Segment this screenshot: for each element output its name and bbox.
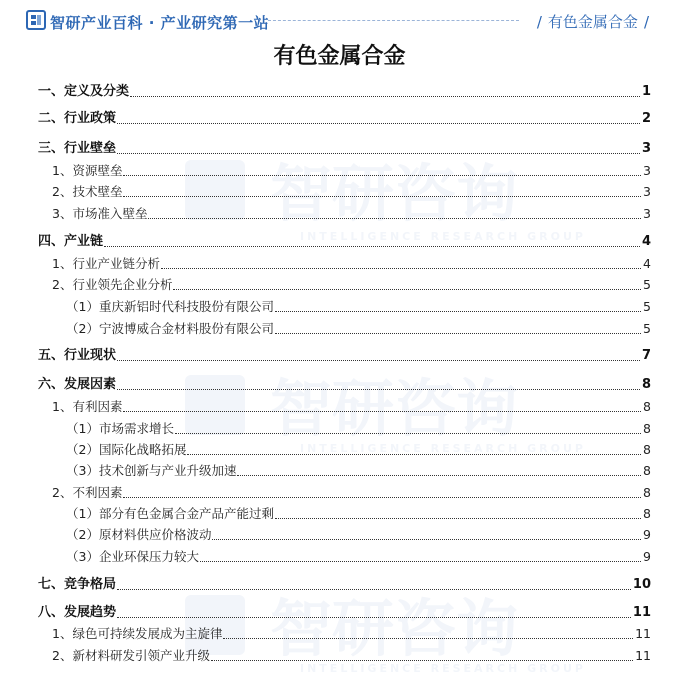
- toc-leader-dots: [123, 174, 641, 176]
- toc-page-number[interactable]: 1: [641, 84, 651, 99]
- toc-page-number[interactable]: 4: [641, 234, 651, 249]
- breadcrumb: [531, 11, 655, 32]
- toc-entry-title[interactable]: 3、市场准入壁垒: [52, 206, 148, 221]
- toc-entry[interactable]: [0, 181, 679, 201]
- toc-entry-title[interactable]: 1、绿色可持续发展成为主旋律: [52, 626, 223, 641]
- toc-entry-line: [66, 296, 651, 316]
- toc-entry-title[interactable]: （2）宁波博威合金材料股份有限公司: [66, 321, 274, 336]
- toc-leader-dots: [187, 453, 641, 455]
- toc-entry-line: [66, 418, 651, 438]
- toc-entry-title[interactable]: （2）国际化战略拓展: [66, 442, 187, 457]
- toc-entry-title[interactable]: （3）技术创新与产业升级加速: [66, 463, 237, 478]
- toc-leader-dots: [117, 388, 640, 390]
- toc-entry-line: [52, 645, 651, 665]
- toc-entry[interactable]: [0, 108, 679, 128]
- toc-leader-dots: [223, 637, 633, 639]
- toc-entry-line: [38, 574, 651, 594]
- toc-entry-title[interactable]: （2）原材料供应价格波动: [66, 527, 212, 542]
- brand-logo-icon: [26, 10, 46, 30]
- toc-leader-dots: [123, 410, 641, 412]
- toc-entry[interactable]: [0, 602, 679, 622]
- toc-entry[interactable]: [0, 460, 679, 480]
- toc-entry[interactable]: [0, 318, 679, 338]
- toc-entry-title[interactable]: 三、行业壁垒: [38, 141, 117, 156]
- toc-entry-line: [52, 623, 651, 643]
- toc-entry-line: [66, 318, 651, 338]
- toc-page-number[interactable]: 4: [643, 256, 651, 271]
- toc-leader-dots: [117, 616, 631, 618]
- toc-entry-line: [66, 546, 651, 566]
- toc-entry[interactable]: [0, 296, 679, 316]
- toc-entry-title[interactable]: 八、发展趋势: [38, 605, 117, 620]
- toc-leader-dots: [212, 538, 641, 540]
- toc-leader-dots: [104, 245, 640, 247]
- toc-page-number[interactable]: 8: [643, 506, 651, 521]
- toc-page-number[interactable]: 8: [643, 463, 651, 478]
- toc-page-number[interactable]: 10: [632, 577, 651, 592]
- toc-entry-line: [66, 503, 651, 523]
- toc-page-number[interactable]: 11: [632, 605, 651, 620]
- toc-entry-title[interactable]: 二、行业政策: [38, 111, 117, 126]
- toc-entry-title[interactable]: （1）市场需求增长: [66, 421, 174, 436]
- toc-entry-line: [66, 439, 651, 459]
- toc-entry[interactable]: [0, 645, 679, 665]
- toc-entry[interactable]: [0, 546, 679, 566]
- toc-leader-dots: [117, 122, 640, 124]
- toc-page-number[interactable]: 8: [643, 442, 651, 457]
- watermark-sub-3: INTELLIGENCE RESEARCH GROUP: [300, 662, 586, 675]
- toc-page-number[interactable]: 5: [643, 321, 651, 336]
- toc-page-number[interactable]: 8: [643, 399, 651, 414]
- toc-entry[interactable]: [0, 138, 679, 158]
- toc-entry-line: [38, 231, 651, 251]
- toc-entry-line: [52, 482, 651, 502]
- toc-entry[interactable]: [0, 160, 679, 180]
- toc-leader-dots: [275, 517, 641, 519]
- toc-entry[interactable]: [0, 345, 679, 365]
- toc-leader-dots: [173, 288, 641, 290]
- toc-leader-dots: [275, 310, 641, 312]
- breadcrumb-separator-end: /: [643, 13, 649, 31]
- toc-entry-line: [52, 274, 651, 294]
- toc-page-number[interactable]: 8: [643, 485, 651, 500]
- toc-entry-title[interactable]: 1、行业产业链分析: [52, 256, 160, 271]
- toc-entry-line: [52, 181, 651, 201]
- toc-entry-line: [38, 138, 651, 158]
- toc-page-number[interactable]: 5: [643, 277, 651, 292]
- toc-page-number[interactable]: 3: [641, 141, 651, 156]
- toc-leader-dots: [123, 195, 641, 197]
- toc-entry-title[interactable]: 2、不利因素: [52, 485, 123, 500]
- toc-page-number[interactable]: 5: [643, 299, 651, 314]
- toc-page-number[interactable]: 3: [643, 163, 651, 178]
- toc-entry[interactable]: [0, 623, 679, 643]
- watermark-text-1: 智研咨询: [270, 157, 519, 230]
- toc-entry-title[interactable]: 1、资源壁垒: [52, 163, 123, 178]
- toc-entry[interactable]: [0, 231, 679, 251]
- toc-page-number[interactable]: 9: [643, 549, 651, 564]
- toc-leader-dots: [237, 474, 641, 476]
- toc-entry-line: [38, 81, 651, 101]
- toc-leader-dots: [130, 95, 640, 97]
- toc-entry-line: [52, 160, 651, 180]
- toc-entry-title[interactable]: 1、有利因素: [52, 399, 123, 414]
- toc-entry[interactable]: [0, 482, 679, 502]
- breadcrumb-separator: /: [536, 13, 542, 31]
- toc-leader-dots: [117, 359, 640, 361]
- toc-entry-line: [66, 460, 651, 480]
- toc-entry-title[interactable]: 七、竞争格局: [38, 577, 117, 592]
- watermark-text-3: 智研咨询: [270, 592, 519, 665]
- watermark-sub-1: INTELLIGENCE RESEARCH GROUP: [300, 230, 586, 243]
- toc-leader-dots: [117, 152, 640, 154]
- toc-entry-title[interactable]: 六、发展因素: [38, 377, 117, 392]
- toc-entry-line: [52, 203, 651, 223]
- toc-leader-dots: [211, 659, 633, 661]
- page-header: [0, 0, 679, 42]
- breadcrumb-current[interactable]: 有色金属合金: [547, 13, 638, 31]
- toc-leader-dots: [175, 432, 641, 434]
- toc-entry-title[interactable]: 2、行业领先企业分析: [52, 277, 173, 292]
- toc-entry-title[interactable]: 2、技术壁垒: [52, 184, 123, 199]
- toc-page-number[interactable]: 2: [641, 111, 651, 126]
- toc-entry-line: [38, 374, 651, 394]
- toc-page-number[interactable]: 7: [641, 348, 651, 363]
- toc-entry[interactable]: [0, 396, 679, 416]
- toc-page-number[interactable]: 8: [641, 377, 651, 392]
- toc-entry[interactable]: [0, 418, 679, 438]
- toc-entry-title[interactable]: 一、定义及分类: [38, 84, 130, 99]
- toc-entry-title[interactable]: （3）企业环保压力较大: [66, 549, 199, 564]
- toc-entry[interactable]: [0, 203, 679, 223]
- toc-leader-dots: [117, 588, 631, 590]
- toc-leader-dots: [148, 217, 641, 219]
- toc-entry-title[interactable]: （1）重庆新铝时代科技股份有限公司: [66, 299, 274, 314]
- toc-entry-title[interactable]: 四、产业链: [38, 234, 104, 249]
- toc-entry[interactable]: [0, 524, 679, 544]
- toc-entry[interactable]: [0, 253, 679, 273]
- toc-leader-dots: [275, 332, 641, 334]
- toc-page-number[interactable]: 8: [643, 421, 651, 436]
- toc-entry[interactable]: [0, 574, 679, 594]
- toc-entry-line: [38, 345, 651, 365]
- toc-entry-line: [38, 602, 651, 622]
- toc-entry-title[interactable]: 2、新材料研发引领产业升级: [52, 648, 210, 663]
- toc-page-number[interactable]: 11: [635, 648, 651, 663]
- toc-page-number[interactable]: 9: [643, 527, 651, 542]
- toc-entry-line: [52, 253, 651, 273]
- brand-name[interactable]: 智研产业百科 · 产业研究第一站: [50, 14, 270, 32]
- toc-page-number[interactable]: 11: [635, 626, 651, 641]
- toc-leader-dots: [161, 267, 641, 269]
- toc-leader-dots: [200, 560, 641, 562]
- toc-entry[interactable]: [0, 503, 679, 523]
- toc-entry-title[interactable]: （1）部分有色金属合金产品产能过剩: [66, 506, 274, 521]
- document-title: 有色金属合金: [273, 43, 406, 69]
- watermark-text-2: 智研咨询: [270, 372, 519, 445]
- toc-entry[interactable]: [0, 439, 679, 459]
- watermark-sub-2: INTELLIGENCE RESEARCH GROUP: [300, 442, 586, 455]
- toc-entry-line: [52, 396, 651, 416]
- toc-entry[interactable]: [0, 81, 679, 101]
- toc-entry-line: [66, 524, 651, 544]
- toc-entry[interactable]: [0, 274, 679, 294]
- toc-page-number[interactable]: 3: [643, 206, 651, 221]
- toc-entry-title[interactable]: 五、行业现状: [38, 348, 117, 363]
- toc-page-number[interactable]: 3: [643, 184, 651, 199]
- toc-entry[interactable]: [0, 374, 679, 394]
- toc-entry-line: [38, 108, 651, 128]
- toc-leader-dots: [123, 496, 641, 498]
- header-divider: [268, 20, 519, 21]
